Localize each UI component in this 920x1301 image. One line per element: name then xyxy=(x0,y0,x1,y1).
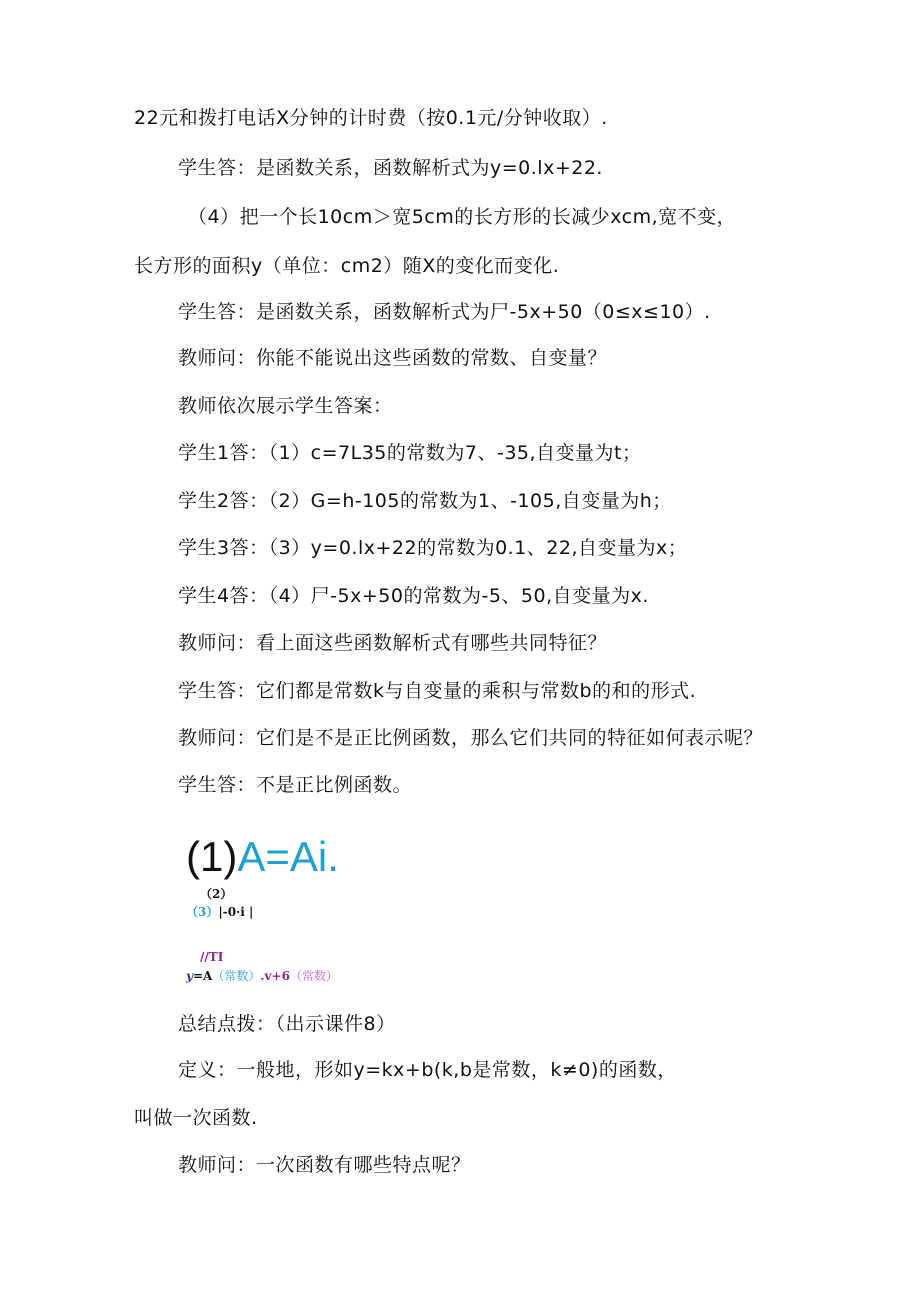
text-line: 学生2答：（2）G=h-105的常数为1、-105,自变量为h； xyxy=(178,490,672,512)
text-line: 定义：一般地，形如y=kx+b(k,b是常数，k≠0)的函数， xyxy=(178,1059,677,1081)
formula-const-1: （常数） xyxy=(212,969,261,983)
text-line: 学生1答：（1）c=7L35的常数为7、-35,自变量为t； xyxy=(178,442,642,464)
formula-mid: .v+6 xyxy=(260,969,290,983)
formula-eq: =A xyxy=(192,969,213,983)
text-line: 学生答：不是正比例函数。 xyxy=(178,774,413,796)
text-line: 长方形的面积y（单位：cm2）随X的变化而变化. xyxy=(134,255,560,277)
formula-const-2: （常数） xyxy=(289,969,338,983)
formula-y: y xyxy=(186,969,193,983)
text-line: 学生答：它们都是常数k与自变量的乘积与常数b的和的形式. xyxy=(178,680,697,702)
text-line: 学生答：是函数关系，函数解析式为y=0.lx+22. xyxy=(178,157,603,179)
text-line: 教师问：一次函数有哪些特点呢？ xyxy=(178,1154,471,1176)
formula-number: (1) xyxy=(186,833,238,880)
formula-line-2: （2） xyxy=(200,887,233,901)
text-line: 教师问：你能不能说出这些函数的常数、自变量？ xyxy=(178,347,608,369)
formula-line-3 xyxy=(186,905,253,919)
text-line: 学生答：是函数关系，函数解析式为尸-5x+50（0≤x≤10）. xyxy=(178,301,711,323)
text-line: 学生3答：（3）y=0.lx+22的常数为0.1、22,自变量为x； xyxy=(178,537,688,559)
text-line: 22元和拨打电话X分钟的计时费（按0.1元/分钟收取）. xyxy=(134,107,608,129)
text-line: 总结点拨：（出示课件8） xyxy=(178,1013,396,1035)
text-line: 叫做一次函数. xyxy=(134,1107,258,1129)
formula-line-4: //TI xyxy=(200,950,224,964)
text-line: 教师依次展示学生答案： xyxy=(178,395,393,417)
text-line: 教师问：看上面这些函数解析式有哪些共同特征？ xyxy=(178,632,608,654)
formula-line-1 xyxy=(186,832,339,882)
formula-line-3-label: （3） xyxy=(186,905,219,919)
text-line: （4）把一个长10cm＞宽5cm的长方形的长减少xcm,宽不变， xyxy=(188,206,737,228)
formula-line-5 xyxy=(186,969,338,983)
text-line: 学生4答：（4）尸-5x+50的常数为-5、50,自变量为x. xyxy=(178,585,649,607)
formula-line-3-body: |-0·i | xyxy=(218,905,254,919)
formula-expression: A=Ai. xyxy=(237,833,339,880)
text-line: 教师问：它们是不是正比例函数，那么它们共同的特征如何表示呢？ xyxy=(178,727,764,749)
